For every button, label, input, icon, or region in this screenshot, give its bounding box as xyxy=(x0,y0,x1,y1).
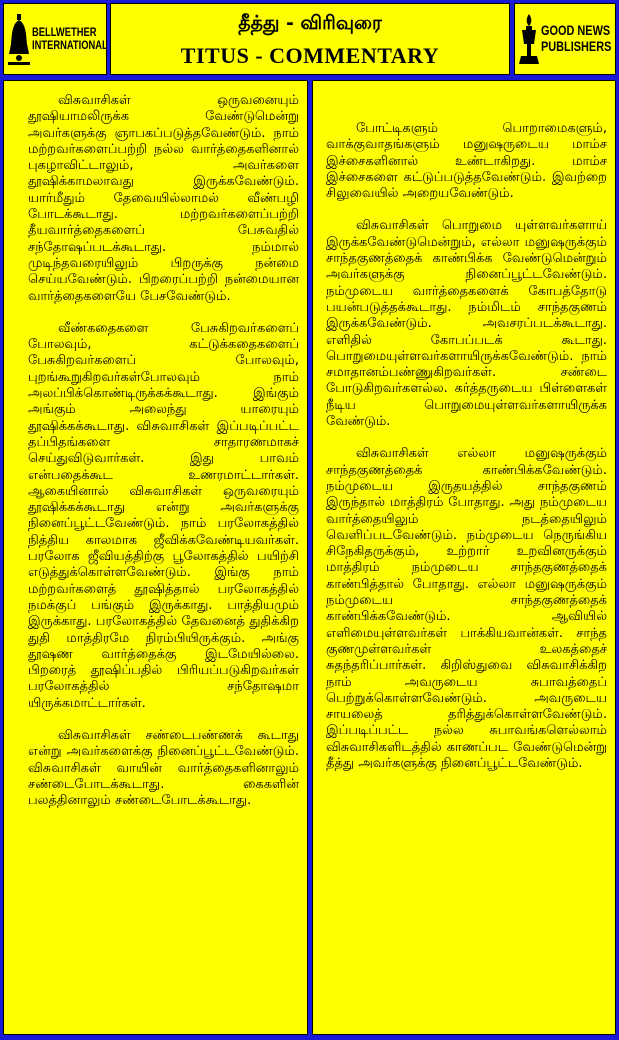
publisher-left-line2: INTERNATIONAL xyxy=(32,38,108,52)
publisher-logo-left xyxy=(3,3,107,75)
paragraph: விசுவாசிகள் பொறுமை யுள்ளவர்களாய் இருக்கவேண்டுமென்றும், எல்லா மனுஷருக்கும் சாந்தகுணத்தைக் காண்பிக்க வேண்டுமென்றும் அவர்களுக்கு நினைப்பூட்டவேண்டும். நம்முடைய வார்த்தைகளைக் கோபத்தோடு பயன்படுத்தக்கூடாது. நம்மிடம் சாந்தகுணம் இருக்கவேண்டும். அவசரப்படக்கூடாது. எளிதில் கோபப்படக் கூடாது. பொறுமையுள்ளவர்களாயிருக்கவேண்டும். நாம் சமாதானம்பண்ணுகிறவர்கள். சண்டை போடுகிறவர்களல்ல. கர்த்தருடைய பிள்ளைகள் நீடிய பொறுமையுள்ளவர்களாயிருக்க வேண்டும். xyxy=(326,218,607,430)
paragraph: வீண்கதைகளை பேசுகிறவர்களைப் போலவும், கட்டுக்கதைகளைப் பேசுகிறவர்களைப் போலவும், புறங்கூறுகிறவர்கள்போலவும் நாம் அலப்பிக்கொண்டிருக்கக்கூடாது. இங்கும் அங்கும் அலைந்து யாரையும் தூஷிக்கக்கூடாது. விசுவாசிகள் இப்படிப்பட்ட தப்பிதங்களை சாதாரணமாகச் செய்துவிடுவார்கள். இது பாவம் என்பதைக்கூட உணரமாட்டார்கள். ஆகையினால் விசுவாசிகள் ஒருவரையும் தூஷிக்கக்கூடாது என்று அவர்களுக்கு நினைப்பூட்டவேண்டும். நாம் பரலோகத்தில் நித்திய காலமாக ஜீவிக்கவேண்டியவர்கள். பரலோக ஜீவியத்திற்கு பூலோகத்தில் பயிற்சி எடுத்துக்கொள்ளவேண்டும். இங்கு நாம் மற்றவர்களைத் தூஷித்தால் பரலோகத்தில் நமக்குப் பங்கும் இருக்காது. பாத்தியமும் இருக்காது. பரலோகத்தில் தேவனைத் துதிக்கிற துதி மாத்திரமே நிரம்பியிருக்கும். அங்கு தூஷண வார்த்தைக்கு இடமேயில்லை. பிறரைத் தூஷிப்பதில் பிரியப்படுகிறவர்கள் பரலோகத்தில் சந்தோஷமா யிருக்கமாட்டார்கள். xyxy=(28,320,299,711)
publisher-logo-right xyxy=(514,3,616,75)
paragraph: போட்டிகளும் பொறாமைகளும், வாக்குவாதங்களும் மனுஷருடைய மாம்ச இச்சைகளினால் உண்டாகிறது. மாம்ச இச்சைகளை கட்டுப்படுத்தவேண்டும். இவற்றை சிலுவையில் அறையவேண்டும். xyxy=(326,121,607,202)
page-title-tamil: தீத்து - விரிவுரை xyxy=(238,12,382,34)
publisher-left-line1: BELLWETHER xyxy=(32,25,97,39)
right-column xyxy=(312,80,616,1035)
right-column-text xyxy=(313,81,615,772)
title-box xyxy=(110,3,510,75)
paragraph: விசுவாசிகள் எல்லா மனுஷருக்கும் சாந்தகுணத்தைக் காண்பிக்கவேண்டும். நம்முடைய இருதயத்தில் சாந்தகுணம் இருந்தால் மாத்திரம் போதாது. அது நம்முடைய வார்த்தையிலும் நடத்தையிலும் வெளிப்படவேண்டும். நம்முடைய நெருங்கிய சிநேகிதருக்கும், உற்றார் உறவினருக்கும் மாத்திரம் நம்முடைய சாந்தகுணத்தைக் காண்பித்தால் போதாது. எல்லா மனுஷருக்கும் நம்முடைய சாந்தகுணத்தைக் காண்பிக்கவேண்டும். ஆவியில் எளிமையுள்ளவர்கள் பாக்கியவான்கள். சாந்த குணமுள்ளவர்கள் உலகத்தைச் சுதந்தரிப்பார்கள். கிறிஸ்துவை விசுவாசிக்கிற நாம் அவருடைய சுபாவத்தைப் பெற்றுக்கொள்ளவேண்டும். அவருடைய சாயலைத் தரித்துக்கொள்ளவேண்டும். இப்படிப்பட்ட நல்ல சுபாவங்களெல்லாம் விசுவாசிகளிடத்தில் காணப்பட வேண்டுமென்று தீத்து அவர்களுக்கு நினைப்பூட்டவேண்டும். xyxy=(326,446,607,771)
lamp-icon xyxy=(519,14,539,66)
bell-icon xyxy=(8,14,30,66)
paragraph: விசுவாசிகள் ஒருவனையும் தூஷியாமலிருக்க வேண்டுமென்று அவர்களுக்கு ஞாபகப்படுத்தவேண்டும். நாம் மற்றவர்களைப்பற்றி நல்ல வார்த்தைகளினால் புகழாவிட்டாலும், அவர்களை தூஷிக்காமலாவது இருக்கவேண்டும். யார்மீதும் தேவையில்லாமல் வீண்பழி போடக்கூடாது. மற்றவர்களைப்பற்றி தீயவார்த்தைகளைப் பேசுவதில் சந்தோஷப்படக்கூடாது. நம்மால் முடிந்தவரையிலும் பிறருக்கு நன்மை செய்யவேண்டும். பிறரைப்பற்றி நன்மையான வார்த்தைகளையே பேசவேண்டும். xyxy=(28,93,299,304)
page-title-english: TITUS - COMMENTARY xyxy=(180,43,440,68)
publisher-right-line1: GOOD NEWS xyxy=(541,22,611,38)
paragraph: விசுவாசிகள் சண்டைபண்ணக் கூடாது என்று அவர்களைக்கு நினைப்பூட்டவேண்டும். விசுவாசிகள் வாயின் வார்த்தைகளினாலும் சண்டைபோடக்கூடாது. கைகளின் பலத்தினாலும் சண்டைபோடக்கூடாது. xyxy=(28,727,299,809)
publisher-right-line2: PUBLISHERS xyxy=(541,38,612,54)
left-column xyxy=(3,80,308,1035)
left-column-text xyxy=(4,81,307,809)
header xyxy=(0,0,619,78)
